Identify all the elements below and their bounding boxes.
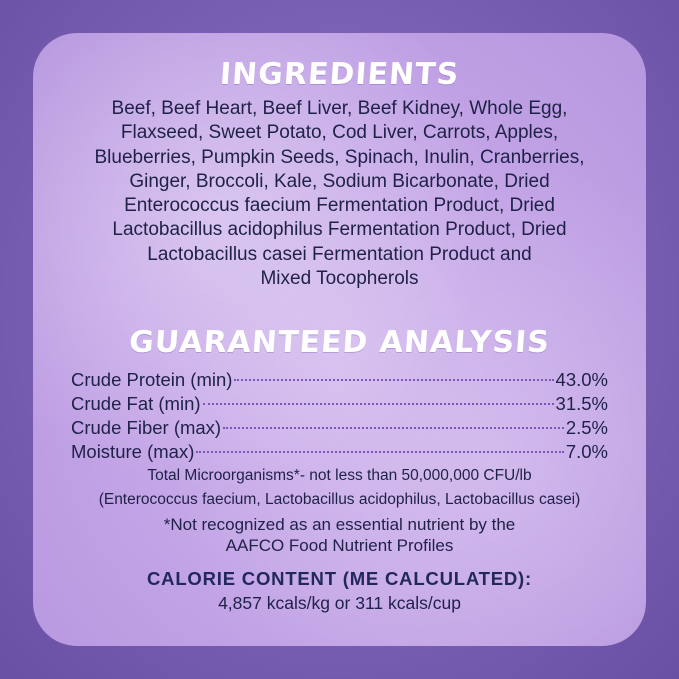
analysis-row [71, 440, 608, 464]
calorie-content-value: 4,857 kcals/kg or 311 kcals/cup [218, 593, 461, 613]
analysis-label: Crude Fat (min) [71, 393, 201, 414]
ingredients-line: Ginger, Broccoli, Kale, Sodium Bicarbonate, Dried [129, 170, 550, 192]
analysis-value: 7.0% [565, 441, 608, 462]
footnote-line: AAFCO Food Nutrient Profiles [225, 536, 454, 555]
analysis-label: Crude Protein (min) [71, 369, 233, 390]
dot-leader [234, 379, 553, 381]
ingredients-line: Flaxseed, Sweet Potato, Cod Liver, Carrots, Apples, [120, 122, 559, 144]
ingredients-heading: INGREDIENTS [218, 57, 461, 92]
calorie-content-heading: CALORIE CONTENT (ME CALCULATED): [147, 568, 532, 589]
analysis-table [71, 368, 608, 464]
analysis-row [71, 416, 608, 440]
analysis-value: 2.5% [565, 417, 608, 438]
ingredients-line: Blueberries, Pumpkin Seeds, Spinach, Inulin, Cranberries, [94, 146, 585, 168]
dot-leader [223, 427, 564, 429]
ingredients-line: Lactobacillus acidophilus Fermentation Product, Dried [112, 219, 567, 241]
analysis-row [71, 392, 608, 416]
analysis-label: Crude Fiber (max) [71, 417, 222, 438]
analysis-value: 31.5% [555, 393, 608, 414]
footnote-line: *Not recognized as an essential nutrient by the [163, 515, 516, 534]
ingredients-line: Mixed Tocopherols [260, 268, 419, 290]
microorganisms-note: Total Microorganisms*- not less than 50,000,000 CFU/lb [147, 467, 532, 484]
strains-note: (Enterococcus faecium, Lactobacillus acidophilus, Lactobacillus casei) [98, 491, 581, 508]
analysis-value: 43.0% [555, 369, 608, 390]
ingredients-list [73, 97, 606, 291]
guaranteed-analysis-heading: GUARANTEED ANALYSIS [127, 325, 552, 360]
aafco-footnote [33, 514, 646, 556]
ingredients-line: Lactobacillus casei Fermentation Product and [147, 243, 532, 265]
analysis-row [71, 368, 608, 392]
dot-leader [196, 451, 563, 453]
dot-leader [203, 403, 554, 405]
analysis-label: Moisture (max) [71, 441, 195, 462]
nutrition-panel [33, 33, 646, 646]
ingredients-line: Enterococcus faecium Fermentation Product, Dried [124, 195, 555, 217]
ingredients-line: Beef, Beef Heart, Beef Liver, Beef Kidney, Whole Egg, [111, 98, 568, 119]
